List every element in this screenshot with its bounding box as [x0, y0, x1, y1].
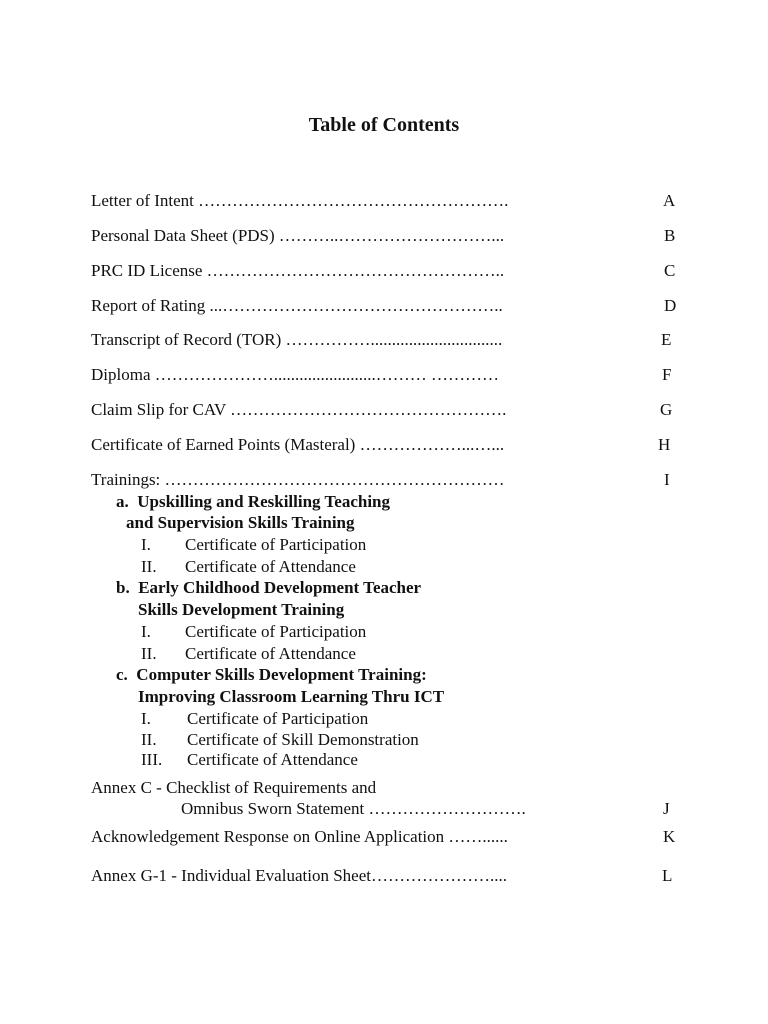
toc-letter: G — [660, 400, 673, 419]
toc-letter: B — [664, 226, 676, 245]
training-c-item: Certificate of Skill Demonstration — [187, 730, 419, 749]
training-a-title: a. Upskilling and Reskilling Teaching — [116, 492, 390, 511]
toc-entry-acknowledgement: Acknowledgement Response on Online Application ……...... — [91, 827, 508, 846]
training-c-item: Certificate of Attendance — [187, 750, 358, 769]
toc-letter: A — [663, 191, 676, 210]
training-a-title-cont: and Supervision Skills Training — [126, 513, 355, 532]
toc-letter: E — [661, 330, 672, 349]
training-b-title-cont: Skills Development Training — [138, 600, 345, 619]
training-b-title: b. Early Childhood Development Teacher — [116, 578, 422, 597]
toc-entry-prc-id: PRC ID License …………………………………………….. — [91, 261, 505, 280]
training-c-item-num: I. — [141, 709, 151, 728]
training-a-item-num: I. — [141, 535, 151, 554]
training-a-item-num: II. — [141, 557, 157, 576]
toc-letter: K — [663, 827, 676, 846]
training-c-item-num: III. — [141, 750, 163, 769]
toc-letter: I — [664, 470, 670, 489]
training-b-item: Certificate of Attendance — [185, 644, 356, 663]
toc-entry-letter-of-intent: Letter of Intent ………………………………………………. — [91, 191, 509, 210]
training-c-title-cont: Improving Classroom Learning Thru ICT — [138, 687, 445, 706]
training-b-item-num: II. — [141, 644, 157, 663]
toc-letter: F — [662, 365, 672, 384]
training-b-item-num: I. — [141, 622, 151, 641]
toc-entry-report-of-rating: Report of Rating ...………………………………………….. — [91, 296, 503, 315]
page-title: Table of Contents — [308, 114, 460, 136]
toc-entry-claim-slip: Claim Slip for CAV …………………………………………. — [91, 400, 507, 419]
training-a-item: Certificate of Participation — [185, 535, 367, 554]
toc-entry-annex-c: Annex C - Checklist of Requirements and — [91, 778, 377, 797]
toc-letter: J — [663, 799, 670, 818]
training-c-item: Certificate of Participation — [187, 709, 369, 728]
toc-letter: H — [658, 435, 671, 454]
toc-letter: D — [664, 296, 677, 315]
toc-letter: C — [664, 261, 676, 280]
training-c-title: c. Computer Skills Development Training: — [116, 665, 427, 684]
toc-entry-tor: Transcript of Record (TOR) ……………............................... — [91, 330, 503, 349]
toc-entry-annex-c-cont: Omnibus Sworn Statement ………………………. — [181, 799, 526, 818]
toc-entry-trainings: Trainings: …………………………………………………… — [91, 470, 505, 489]
toc-entry-pds: Personal Data Sheet (PDS) ………..………………………... — [91, 226, 505, 245]
training-c-item-num: II. — [141, 730, 157, 749]
toc-entry-diploma: Diploma …………………........................……… ………… — [91, 365, 499, 384]
toc-entry-earned-points: Certificate of Earned Points (Masteral) ………………...…... — [91, 435, 505, 454]
training-a-item: Certificate of Attendance — [185, 557, 356, 576]
toc-entry-annex-g1: Annex G-1 - Individual Evaluation Sheet………………….... — [91, 866, 507, 885]
toc-letter: L — [662, 866, 673, 885]
training-b-item: Certificate of Participation — [185, 622, 367, 641]
